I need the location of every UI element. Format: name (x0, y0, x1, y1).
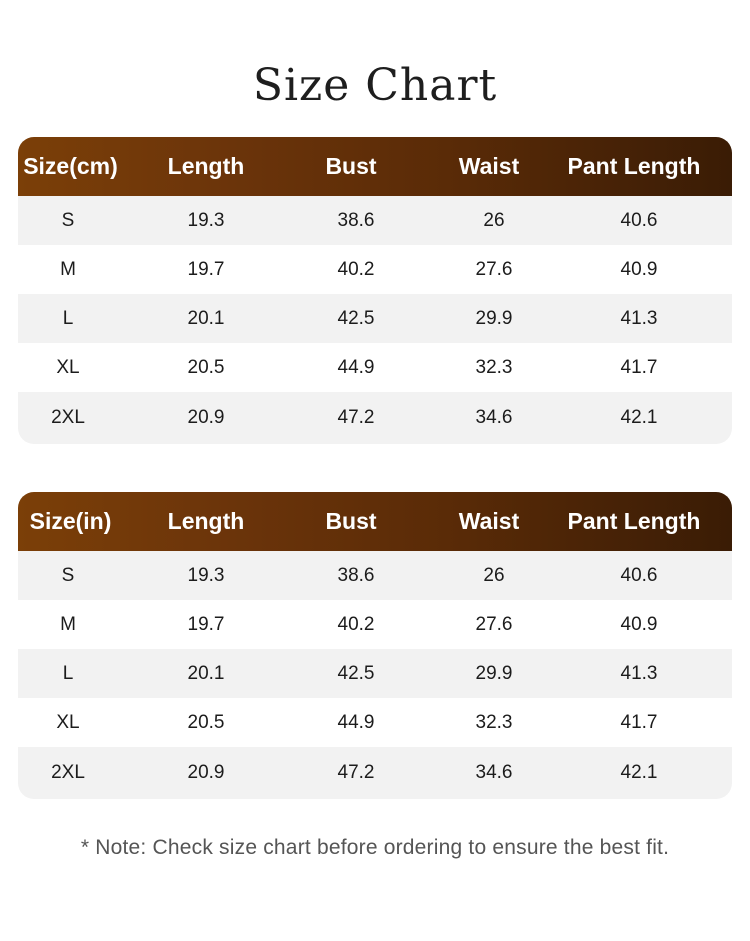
cell-waist: 27.6 (475, 613, 513, 635)
page-title: Size Chart (252, 60, 498, 111)
cell-waist: 26 (483, 564, 505, 586)
cell-length: 20.5 (187, 711, 225, 733)
table-row (18, 245, 732, 294)
header-bust: Bust (325, 153, 377, 179)
cell-length: 19.3 (187, 564, 225, 586)
size-table-in (18, 492, 732, 799)
table-row (18, 551, 732, 600)
cell-length: 20.1 (187, 662, 225, 684)
table-row (18, 392, 732, 444)
table-row (18, 698, 732, 747)
cell-pant-length: 42.1 (620, 762, 658, 783)
size-table-cm (18, 137, 732, 444)
table-row (18, 600, 732, 649)
header-pant-length: Pant Length (567, 508, 701, 534)
cell-pant-length: 42.1 (620, 407, 658, 428)
header-waist: Waist (458, 153, 520, 179)
table-row (18, 649, 732, 698)
header-waist: Waist (458, 508, 520, 534)
cell-bust: 38.6 (337, 564, 375, 586)
table-row (18, 196, 732, 245)
header-pant-length: Pant Length (567, 153, 701, 179)
cell-size: L (62, 662, 74, 684)
cell-pant-length: 41.7 (620, 711, 658, 733)
cell-pant-length: 41.7 (620, 356, 658, 378)
cell-size: M (60, 613, 76, 635)
cell-bust: 44.9 (337, 711, 375, 733)
cell-bust: 42.5 (337, 307, 375, 329)
cell-length: 19.7 (187, 613, 225, 635)
cell-waist: 29.9 (475, 662, 513, 684)
table-header-row (18, 137, 732, 196)
cell-size: M (60, 258, 76, 280)
cell-length: 19.3 (187, 209, 225, 231)
cell-bust: 40.2 (337, 258, 375, 280)
cell-bust: 40.2 (337, 613, 375, 635)
table-header-row (18, 492, 732, 551)
cell-pant-length: 40.6 (620, 209, 658, 231)
cell-bust: 47.2 (337, 762, 375, 783)
cell-pant-length: 40.6 (620, 564, 658, 586)
cell-waist: 32.3 (475, 356, 513, 378)
cell-waist: 27.6 (475, 258, 513, 280)
table-row (18, 747, 732, 799)
cell-waist: 32.3 (475, 711, 513, 733)
cell-waist: 34.6 (475, 762, 513, 783)
cell-size: S (61, 209, 75, 231)
cell-bust: 44.9 (337, 356, 375, 378)
header-size: Size(in) (29, 508, 112, 534)
cell-length: 19.7 (187, 258, 225, 280)
cell-bust: 42.5 (337, 662, 375, 684)
cell-waist: 26 (483, 209, 505, 231)
table-row (18, 343, 732, 392)
cell-pant-length: 41.3 (620, 307, 658, 329)
cell-size: 2XL (51, 762, 85, 783)
header-length: Length (167, 508, 245, 534)
fit-note: * Note: Check size chart before ordering to ensure the best fit. (80, 836, 670, 859)
cell-waist: 29.9 (475, 307, 513, 329)
cell-length: 20.1 (187, 307, 225, 329)
cell-length: 20.5 (187, 356, 225, 378)
cell-size: L (62, 307, 74, 329)
cell-pant-length: 40.9 (620, 613, 658, 635)
cell-size: 2XL (51, 407, 85, 428)
cell-pant-length: 40.9 (620, 258, 658, 280)
cell-bust: 38.6 (337, 209, 375, 231)
cell-length: 20.9 (187, 407, 225, 428)
cell-size: S (61, 564, 75, 586)
cell-size: XL (56, 356, 80, 378)
cell-bust: 47.2 (337, 407, 375, 428)
cell-length: 20.9 (187, 762, 225, 783)
header-size: Size(cm) (23, 153, 118, 179)
cell-pant-length: 41.3 (620, 662, 658, 684)
table-row (18, 294, 732, 343)
header-bust: Bust (325, 508, 377, 534)
cell-waist: 34.6 (475, 407, 513, 428)
header-length: Length (167, 153, 245, 179)
cell-size: XL (56, 711, 80, 733)
